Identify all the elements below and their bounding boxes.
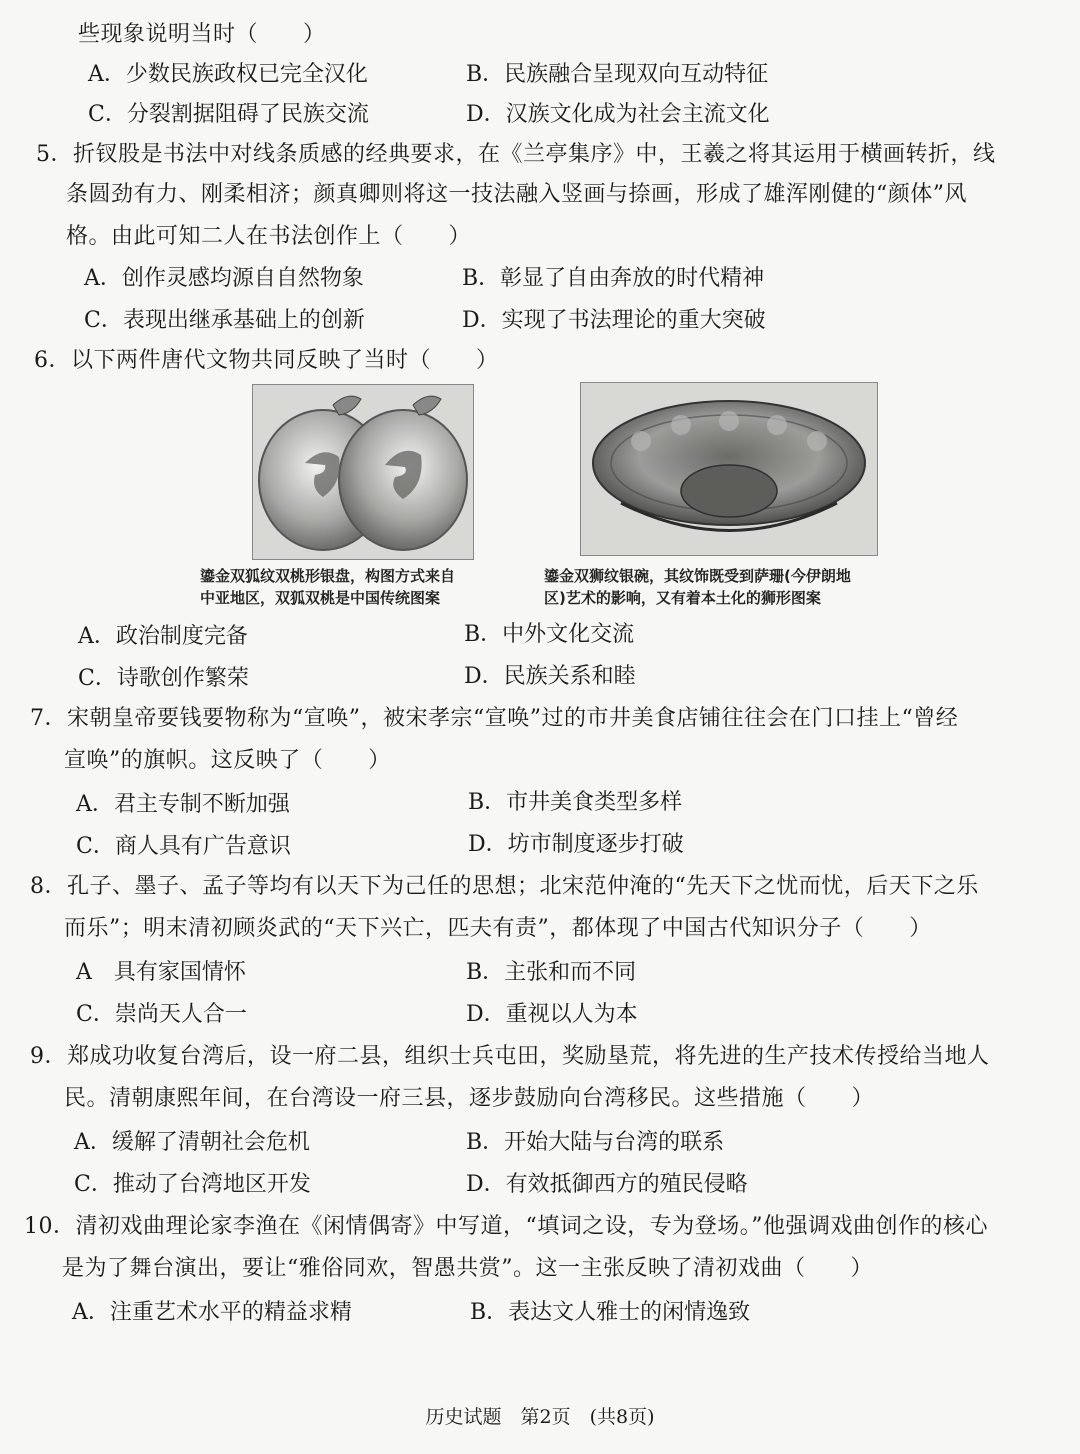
q7-option-a: A．君主专制不断加强: [76, 792, 290, 817]
q4-option-d: D．汉族文化成为社会主流文化: [466, 102, 770, 127]
q8-option-a: A 具有家国情怀: [76, 960, 246, 985]
q9-stem-line2: 民。清朝康熙年间，在台湾设一府三县，逐步鼓励向台湾移民。这些措施（ ）: [64, 1086, 875, 1111]
q8-stem-line2: 而乐”；明末清初顾炎武的“天下兴亡，匹夫有责”，都体现了中国古代知识分子（ ）: [64, 916, 932, 941]
q6-option-d: D．民族关系和睦: [464, 664, 636, 689]
q4-stem-tail: 些现象说明当时（ ）: [78, 22, 326, 47]
bowl-caption-line1: 鎏金双狮纹银碗，其纹饰既受到萨珊(今伊朗地: [544, 567, 851, 585]
q7-option-d: D．坊市制度逐步打破: [468, 832, 684, 857]
q5-stem-line3: 格。由此可知二人在书法创作上（ ）: [66, 224, 472, 249]
q7-stem-line1: 7．宋朝皇帝要钱要物称为“宣唤”，被宋孝宗“宣唤”过的市井美食店铺往往会在门口挂上“曾经: [30, 706, 959, 731]
silver-plate-illustration: [253, 385, 473, 559]
q9-stem-line1: 9．郑成功收复台湾后，设一府二县，组织士兵屯田，奖励垦荒，将先进的生产技术传授给当地人: [30, 1044, 990, 1069]
silver-bowl-illustration: [581, 383, 877, 555]
q5-option-b: B．彰显了自由奔放的时代精神: [462, 266, 765, 291]
q10-option-a: A．注重艺术水平的精益求精: [72, 1300, 352, 1325]
q10-stem-line2: 是为了舞台演出，要让“雅俗同欢，智愚共赏”。这一主张反映了清初戏曲（ ）: [62, 1256, 873, 1281]
q8-option-d: D．重视以人为本: [466, 1002, 638, 1027]
q7-option-b: B．市井美食类型多样: [468, 790, 683, 815]
q10-option-b: B．表达文人雅士的闲情逸致: [470, 1300, 751, 1325]
q8-option-b: B．主张和而不同: [466, 960, 637, 985]
q6-stem: 6．以下两件唐代文物共同反映了当时（ ）: [34, 348, 499, 373]
q7-stem-line2: 宣唤”的旗帜。这反映了（ ）: [64, 748, 391, 773]
q5-option-c: C．表现出继承基础上的创新: [84, 308, 365, 333]
q10-stem-line1: 10．清初戏曲理论家李渔在《闲情偶寄》中写道，“填词之设，专为登场。”他强调戏曲创作的核心: [24, 1214, 988, 1239]
q5-stem-line2: 条圆劲有力、刚柔相济；颜真卿则将这一技法融入竖画与捺画，形成了雄浑刚健的“颜体”风: [66, 182, 967, 207]
q9-option-b: B．开始大陆与台湾的联系: [466, 1130, 725, 1155]
q4-option-b: B．民族融合呈现双向互动特征: [466, 62, 769, 87]
page-footer: 历史试题 第2页 (共8页): [425, 1406, 655, 1428]
silver-bowl-photo: [580, 382, 878, 556]
q9-option-c: C．推动了台湾地区开发: [74, 1172, 311, 1197]
q6-option-b: B．中外文化交流: [464, 622, 635, 647]
q8-option-c: C．崇尚天人合一: [76, 1002, 247, 1027]
q6-option-a: A．政治制度完备: [78, 624, 248, 649]
q5-option-a: A．创作灵感均源自自然物象: [84, 266, 364, 291]
plate-caption-line1: 鎏金双狐纹双桃形银盘，构图方式来自: [200, 567, 456, 585]
q5-stem-line1: 5．折钗股是书法中对线条质感的经典要求，在《兰亭集序》中，王羲之将其运用于横画转折，线: [36, 142, 996, 167]
q7-option-c: C．商人具有广告意识: [76, 834, 291, 859]
q5-option-d: D．实现了书法理论的重大突破: [462, 308, 766, 333]
bowl-caption-line2: 区)艺术的影响，又有着本土化的狮形图案: [544, 589, 821, 607]
q8-stem-line1: 8．孔子、墨子、孟子等均有以天下为己任的思想；北宋范仲淹的“先天下之忧而忧，后天下之乐: [30, 874, 979, 899]
q6-option-c: C．诗歌创作繁荣: [78, 666, 249, 691]
q9-option-a: A．缓解了清朝社会危机: [74, 1130, 310, 1155]
plate-caption-line2: 中亚地区，双狐双桃是中国传统图案: [200, 589, 441, 607]
q9-option-d: D．有效抵御西方的殖民侵略: [466, 1172, 748, 1197]
q4-option-a: A．少数民族政权已完全汉化: [88, 62, 368, 87]
q4-option-c: C．分裂割据阻碍了民族交流: [88, 102, 369, 127]
silver-plate-photo: [252, 384, 474, 560]
